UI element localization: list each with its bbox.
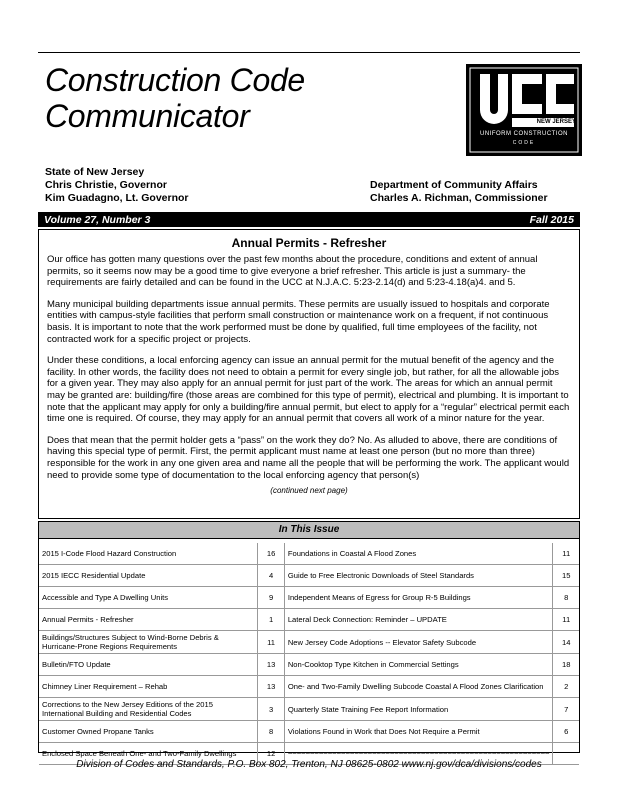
- toc-row: [39, 565, 579, 587]
- article-body: [47, 254, 571, 497]
- toc-page-number: 6: [553, 721, 579, 743]
- toc-page-number: 14: [553, 631, 579, 654]
- article-paragraph: Under these conditions, a local enforcing agency can issue an annual permit for the mutual benefit of the agency and the facility. In other words, the facility does not need to obtain a permit for every single job, but rather, for all the allowable jobs for a given year. They may also apply for an annual permit for just part of the work. The areas for which an annual permit may be granted are: building/fire (those areas are combined for this type of permit), electrical and plumbing. It is important to note that the applicant may apply for only a building/fire annual permit, but elect to apply for a “regular” electrical permit each time one is required. Of course, they may apply for an annual permit that covers all work of a minor nature for the year.: [47, 355, 570, 425]
- toc-article-title: Lateral Deck Connection: Reminder – UPDATE: [284, 609, 553, 631]
- toc-article-title: One- and Two-Family Dwelling Subcode Coastal A Flood Zones Clarification: [284, 676, 553, 698]
- toc-page-number: 8: [553, 587, 579, 609]
- toc-article-title: Enclosed Space Beneath One- and Two-Family Dwellings: [39, 743, 258, 765]
- volume-bar: [38, 212, 580, 227]
- toc-article-title: Guide to Free Electronic Downloads of Steel Standards: [284, 565, 553, 587]
- toc-row: [39, 654, 579, 676]
- logo-uniform-construction: UNIFORM CONSTRUCTION: [480, 131, 568, 137]
- toc-row: [39, 609, 579, 631]
- department-info: [370, 179, 548, 205]
- ucc-logo: [466, 64, 582, 156]
- in-this-issue-box: [38, 521, 580, 758]
- article-paragraph: Many municipal building departments issue annual permits. These permits are usually issued to hospitals and corporate entities with campus-style facilities that perform small construction or maintenance work on a frequent, if not continuous basis. It is important to note that the work performed must be done by qualified, full time employees of the facility, not contracted work for a specific project or projects.: [47, 298, 550, 345]
- toc-article-title: Accessible and Type A Dwelling Units: [39, 587, 258, 609]
- toc-article-title: Annual Permits - Refresher: [39, 609, 258, 631]
- state-info: [45, 166, 189, 205]
- continued-note: (continued next page): [270, 486, 348, 496]
- toc-article-title: Chimney Liner Requirement – Rehab: [39, 676, 258, 698]
- article-paragraph: Our office has gotten many questions over the past few months about the procedure, conditions and extent of annual permits, so it seems now may be a good time to give everyone a brief refresher. This article is just a summary- the requirements are fairly detailed and can be found in the UCC at N.J.A.C. 5:23-2.14(d) and 5:23-4.18(a)4. and 5.: [47, 254, 538, 289]
- lead-article: [38, 229, 580, 519]
- state-name: State of New Jersey: [45, 166, 145, 178]
- logo-new-jersey: NEW JERSEY: [536, 119, 576, 125]
- toc-article-title: ~~~~~~~~~~~~~~~~~~~~~~~~~~~~~~~~~~~~~~~~~~~~~~~~~~~~~~~~~~~: [284, 743, 553, 765]
- toc-article-title: Independent Means of Egress for Group R-5 Buildings: [284, 587, 553, 609]
- toc-article-title: Bulletin/FTO Update: [39, 654, 258, 676]
- lt-governor: Kim Guadagno, Lt. Governor: [45, 192, 189, 204]
- article-paragraph: Does that mean that the permit holder gets a “pass” on the work they do? No. As alluded to above, there are conditions of having this special type of permit. First, the permit applicant must name at least one person (but no more than three) responsible for the work in any one given area and name all the people that will be performing the work. The applicant would need to provide some type of documentation to the local enforcing agency that person(s): [47, 434, 570, 481]
- toc-row: [39, 631, 579, 654]
- newsletter-title: [45, 62, 305, 134]
- issue-season: Fall 2015: [529, 213, 574, 226]
- toc-page-number: 13: [258, 676, 285, 698]
- department: Department of Community Affairs: [370, 179, 538, 191]
- commissioner: Charles A. Richman, Commissioner: [370, 192, 548, 204]
- toc-page-number: 7: [553, 698, 579, 721]
- toc-page-number: 8: [258, 721, 285, 743]
- toc-article-title: Customer Owned Propane Tanks: [39, 721, 258, 743]
- toc-article-title: Non-Cooktop Type Kitchen in Commercial Settings: [284, 654, 553, 676]
- toc-article-title: Violations Found in Work that Does Not Require a Permit: [284, 721, 553, 743]
- toc-page-number: 11: [553, 609, 579, 631]
- footer-address: Division of Codes and Standards, P.O. Box 802, Trenton, NJ 08625-0802 www.nj.gov/dca/divisions/codes: [76, 759, 542, 770]
- title-line-2: Communicator: [45, 98, 250, 134]
- toc-row: [39, 698, 579, 721]
- toc-page-number: 11: [258, 631, 285, 654]
- toc-article-title: Buildings/Structures Subject to Wind-Borne Debris & Hurricane-Prone Regions Requirements: [39, 631, 258, 654]
- toc-page-number: 9: [258, 587, 285, 609]
- toc-table: [39, 543, 579, 765]
- toc-page-number: 3: [258, 698, 285, 721]
- article-title: Annual Permits - Refresher: [231, 236, 387, 250]
- toc-page-number: 2: [553, 676, 579, 698]
- toc-page-number: 12: [258, 743, 285, 765]
- toc-article-title: 2015 IECC Residential Update: [39, 565, 258, 587]
- toc-row: [39, 543, 579, 565]
- toc-page-number: 16: [258, 543, 285, 565]
- toc-row: [39, 587, 579, 609]
- toc-page-number: 11: [553, 543, 579, 565]
- logo-code: CODE: [512, 140, 536, 146]
- toc-row: [39, 721, 579, 743]
- toc-page-number: 4: [258, 565, 285, 587]
- toc-article-title: 2015 I-Code Flood Hazard Construction: [39, 543, 258, 565]
- toc-article-title: Corrections to the New Jersey Editions of the 2015 International Building and Residential Codes: [39, 698, 258, 721]
- toc-page-number: 15: [553, 565, 579, 587]
- toc-page-number: 13: [258, 654, 285, 676]
- toc-article-title: Quarterly State Training Fee Report Information: [284, 698, 553, 721]
- toc-page-number: 1: [258, 609, 285, 631]
- title-line-1: Construction Code: [45, 62, 305, 98]
- top-rule: [38, 52, 580, 53]
- toc-article-title: New Jersey Code Adoptions -- Elevator Safety Subcode: [284, 631, 553, 654]
- toc-row: [39, 676, 579, 698]
- toc-article-title: Foundations in Coastal A Flood Zones: [284, 543, 553, 565]
- toc-page-number: 18: [553, 654, 579, 676]
- governor: Chris Christie, Governor: [45, 179, 167, 191]
- volume-number: Volume 27, Number 3: [44, 213, 151, 226]
- in-this-issue-heading: In This Issue: [39, 522, 579, 539]
